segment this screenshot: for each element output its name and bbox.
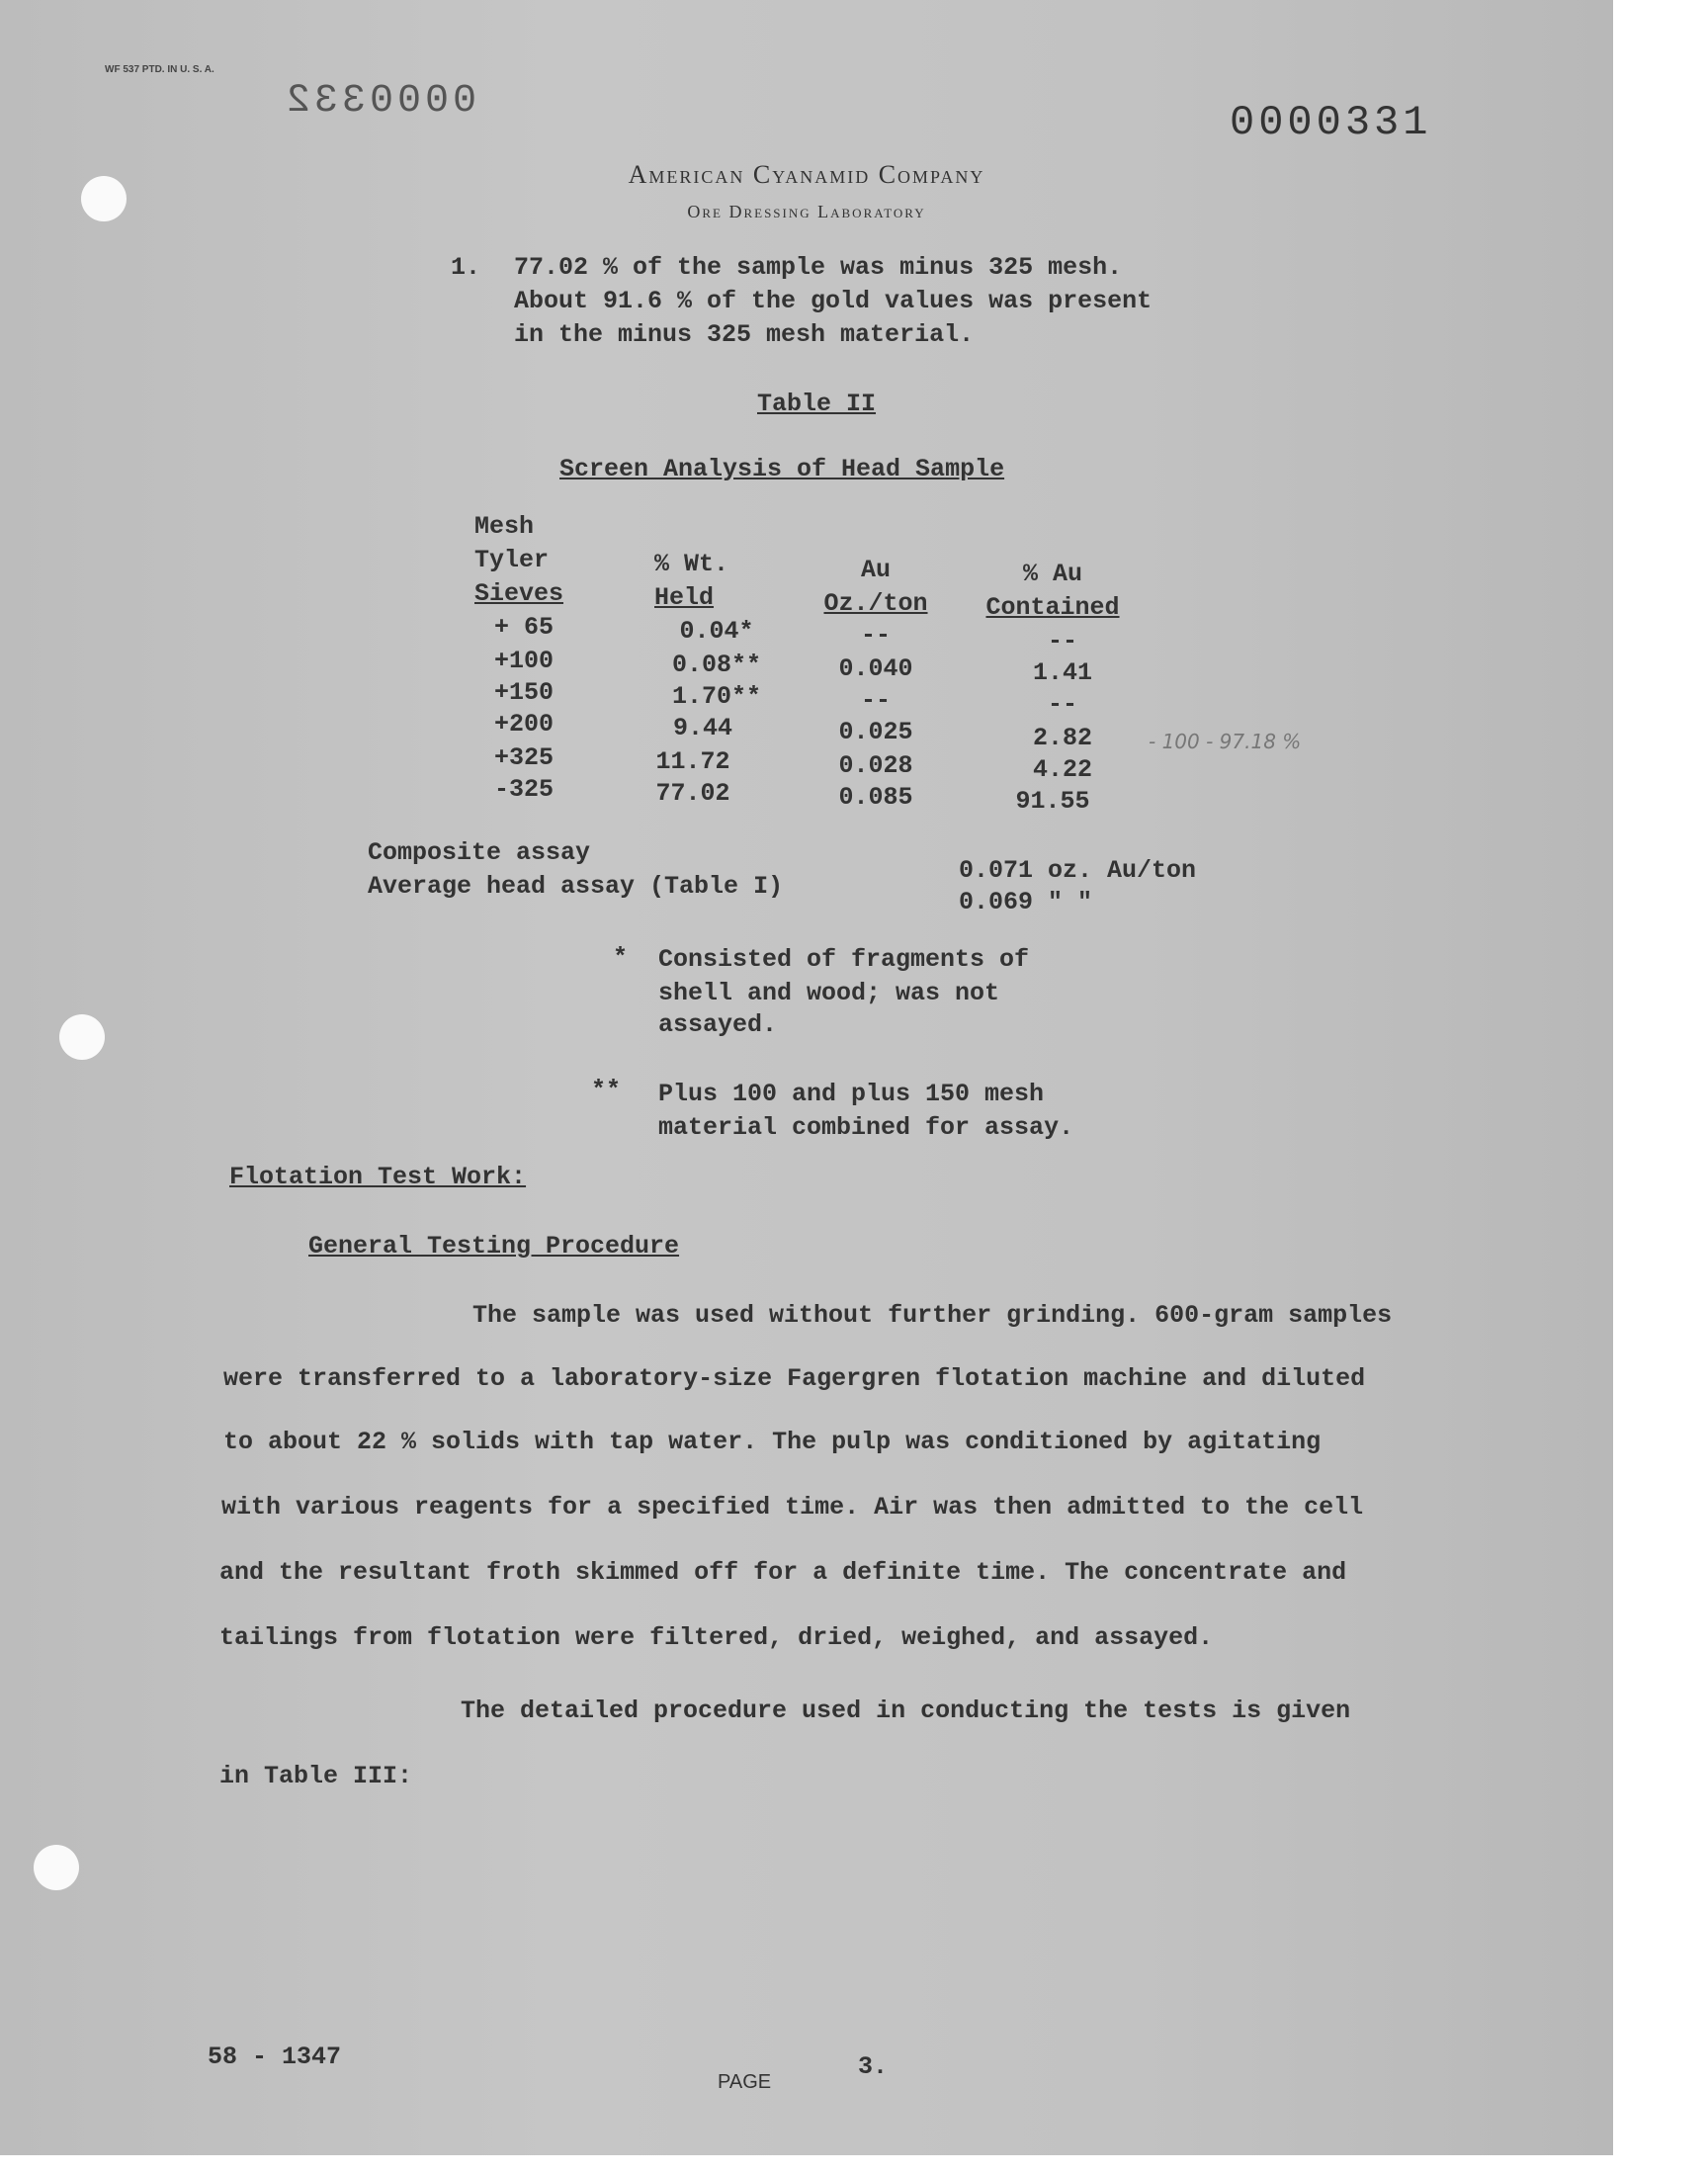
cell-contained: 2.82 (1032, 724, 1092, 752)
note-line: 77.02 % of the sample was minus 325 mesh. (514, 253, 1123, 282)
header-mesh: Sieves (474, 579, 564, 608)
cell-au: 0.085 (838, 783, 913, 812)
cell-contained: 4.22 (1032, 755, 1092, 784)
note-line: in the minus 325 mesh material. (514, 320, 975, 349)
cell-wt: 11.72 (655, 747, 730, 776)
paragraph-line: in Table III: (219, 1762, 413, 1790)
cell-au: -- (860, 686, 891, 715)
cell-mesh: +200 (493, 710, 554, 739)
paragraph-line: with various reagents for a specified time. Air was then admitted to the cell (221, 1493, 1364, 1522)
page-label: PAGE (718, 2071, 772, 2093)
footnote-line: assayed. (658, 1010, 778, 1039)
header-mesh: Tyler (474, 546, 550, 574)
cell-contained: -- (1047, 690, 1077, 719)
cell-mesh: +325 (493, 743, 554, 772)
cell-mesh: +150 (493, 678, 554, 707)
paragraph-line: and the resultant froth skimmed off for a definite time. The concentrate and (219, 1558, 1347, 1587)
cell-wt: 0.08** (671, 651, 761, 679)
document-number: 58 - 1347 (208, 2043, 342, 2071)
footnote-line: Consisted of fragments of (658, 945, 1030, 974)
footnote-line: material combined for assay. (658, 1113, 1074, 1142)
punch-hole-middle (59, 1014, 105, 1060)
paragraph-line: The detailed procedure used in conducting the tests is given (461, 1696, 1351, 1725)
note-line: About 91.6 % of the gold values was present (514, 287, 1153, 315)
cell-contained: 1.41 (1032, 658, 1092, 687)
paragraph-line: The sample was used without further grinding. 600-gram samples (472, 1301, 1393, 1330)
footnote-mark: * (613, 943, 629, 972)
header-mesh: Mesh (474, 512, 535, 541)
company-name: American Cyanamid Company (628, 160, 985, 189)
cell-mesh: + 65 (493, 613, 554, 642)
cell-mesh: -325 (493, 775, 554, 804)
note-number: 1. (451, 253, 481, 282)
header-wt: Held (654, 583, 715, 612)
header-au: Oz./ton (823, 589, 928, 618)
cell-wt: 9.44 (672, 714, 732, 742)
composite-assay-label: Composite assay (368, 838, 591, 867)
laboratory-name: Ore Dressing Laboratory (687, 202, 926, 221)
header-au: Au (860, 556, 891, 584)
average-assay-value: 0.069 " " (959, 888, 1093, 916)
page-number: 3. (858, 2052, 889, 2081)
cell-au: -- (860, 621, 891, 650)
cell-mesh: +100 (493, 647, 554, 675)
paragraph-line: were transferred to a laboratory-size Fagergren flotation machine and diluted (223, 1364, 1366, 1393)
table-title: Screen Analysis of Head Sample (559, 455, 1005, 483)
punch-hole-bottom (34, 1845, 79, 1890)
cell-contained: -- (1047, 627, 1077, 655)
average-assay-label: Average head assay (Table I) (368, 872, 784, 901)
section-heading: Flotation Test Work: (229, 1163, 527, 1191)
table-label: Table II (757, 390, 877, 418)
header-wt: % Wt. (654, 550, 729, 578)
paragraph-line: tailings from flotation were filtered, dried, weighed, and assayed. (219, 1623, 1214, 1652)
cell-au: 0.028 (838, 751, 913, 780)
form-code: WF 537 PTD. IN U. S. A. (105, 64, 214, 75)
header-contained: Contained (985, 593, 1120, 622)
cell-wt: 0.04* (679, 617, 754, 646)
composite-assay-value: 0.071 oz. Au/ton (959, 856, 1197, 885)
handwritten-note: - 100 - 97.18 % (1149, 730, 1302, 753)
cell-wt: 1.70** (671, 682, 761, 711)
cell-contained: 91.55 (1015, 787, 1090, 816)
stamp-number: 0000331 (1230, 99, 1432, 146)
footnote-line: Plus 100 and plus 150 mesh (658, 1080, 1045, 1108)
paragraph-line: to about 22 % solids with tap water. The pulp was conditioned by agitating (223, 1428, 1322, 1456)
subsection-heading: General Testing Procedure (308, 1232, 680, 1261)
cell-au: 0.025 (838, 718, 913, 746)
footnote-line: shell and wood; was not (658, 979, 1000, 1007)
cell-wt: 77.02 (655, 779, 730, 808)
cell-au: 0.040 (838, 654, 913, 683)
mirrored-stamp-number: 0000332 (283, 79, 477, 124)
footnote-mark: ** (591, 1076, 622, 1104)
header-contained: % Au (1022, 560, 1082, 588)
